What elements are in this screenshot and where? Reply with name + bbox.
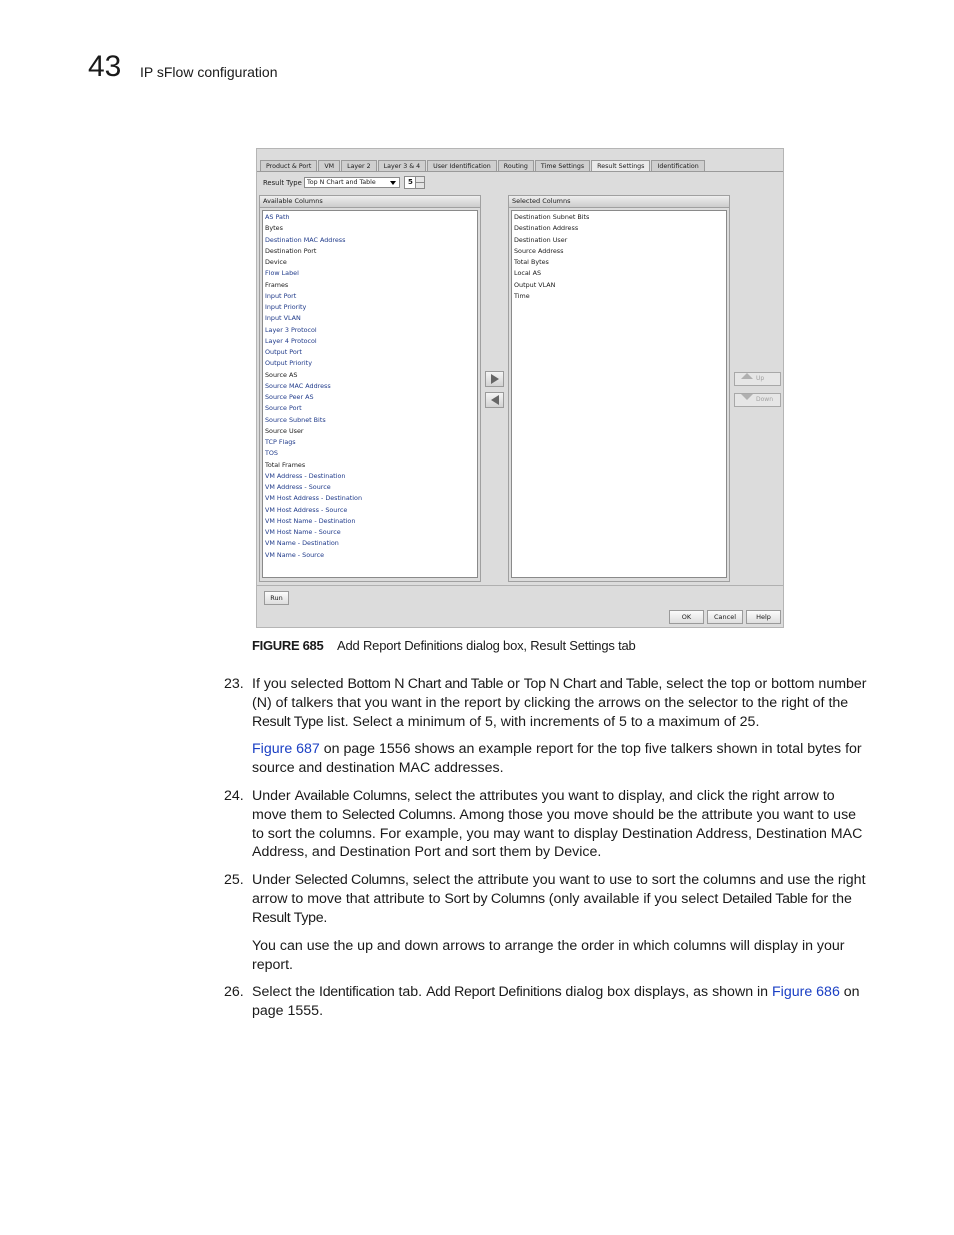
list-item[interactable]: Destination MAC Address xyxy=(265,235,346,244)
list-item[interactable]: Bytes xyxy=(265,224,283,233)
ui-term: Add Report Definitions xyxy=(426,984,562,1000)
selected-columns-list[interactable] xyxy=(511,210,727,578)
list-item[interactable]: VM Address - Source xyxy=(265,483,331,491)
text: dialog box displays, as shown in xyxy=(561,984,773,1000)
ui-term: Available Columns xyxy=(294,788,407,804)
list-item[interactable]: Flow Label xyxy=(265,269,299,278)
list-item[interactable]: VM Host Name - Destination xyxy=(265,516,356,525)
figure-687-link[interactable]: Figure 687 xyxy=(252,741,320,757)
list-item[interactable]: Layer 3 Protocol xyxy=(265,325,317,334)
ui-term: Bottom N Chart and Table xyxy=(347,676,504,692)
list-item[interactable]: VM Host Address - Destination xyxy=(265,494,362,503)
list-item[interactable]: VM Host Name - Source xyxy=(265,528,341,536)
text: tab. xyxy=(394,984,427,1000)
list-item[interactable]: VM Name - Source xyxy=(265,550,325,559)
list-item[interactable]: VM Host Address - Source xyxy=(265,505,348,514)
list-item[interactable]: Input Port xyxy=(265,291,297,300)
text: (only available if you select xyxy=(544,890,723,907)
arrow-down-icon xyxy=(741,394,753,400)
list-item[interactable]: Source Peer AS xyxy=(265,393,314,401)
tab-result-settings[interactable]: Result Settings xyxy=(591,160,650,172)
help-button[interactable]: Help xyxy=(746,610,781,624)
text: on page 1556 shows an example report for the top five talkers shown in total bytes for source and destination MAC addresses. xyxy=(252,741,862,776)
list-item[interactable]: Destination Subnet Bits xyxy=(514,213,590,221)
figure-caption xyxy=(252,638,636,653)
text: list. Select a minimum of 5, with increments of 5 to a maximum of 25. xyxy=(323,713,760,730)
list-item[interactable]: Source User xyxy=(265,426,304,435)
step-number: 24. xyxy=(224,788,244,804)
result-type-label: Result Type xyxy=(263,179,302,187)
list-item[interactable]: Source Port xyxy=(265,404,302,413)
available-columns-header: Available Columns xyxy=(260,196,480,208)
list-item[interactable]: Layer 4 Protocol xyxy=(265,336,317,345)
text: If you selected xyxy=(252,676,348,692)
list-item[interactable]: TOS xyxy=(265,449,278,458)
tab-layer-2[interactable]: Layer 2 xyxy=(341,160,377,171)
step-number: 25. xyxy=(224,872,244,888)
move-left-button[interactable] xyxy=(485,392,504,408)
ok-button[interactable]: OK xyxy=(669,610,704,624)
list-item[interactable]: Input Priority xyxy=(265,303,307,311)
text: for the xyxy=(807,890,852,907)
step-25-text xyxy=(252,871,870,927)
ui-term: Sort by Columns xyxy=(444,890,545,907)
ui-term: Top N Chart and Table xyxy=(523,676,659,692)
text: Under xyxy=(252,872,295,888)
list-item[interactable]: Destination User xyxy=(514,235,568,244)
list-item[interactable]: Local AS xyxy=(514,269,542,278)
list-item[interactable]: Source Address xyxy=(514,246,564,255)
tab-product-port[interactable]: Product & Port xyxy=(260,160,317,171)
selected-columns-header: Selected Columns xyxy=(509,196,729,208)
cancel-button[interactable]: Cancel xyxy=(707,610,743,624)
arrow-left-icon xyxy=(491,395,499,405)
top-n-spinner[interactable] xyxy=(404,176,425,189)
move-right-button[interactable] xyxy=(485,371,504,387)
result-type-value: Top N Chart and Table xyxy=(307,179,376,186)
list-item[interactable]: VM Address - Destination xyxy=(265,471,346,480)
chapter-title: IP sFlow configuration xyxy=(140,64,278,80)
chevron-down-icon xyxy=(390,181,396,185)
text: . xyxy=(323,909,328,926)
down-label: Down xyxy=(756,396,774,403)
up-label: Up xyxy=(756,375,765,382)
list-item[interactable]: Total Bytes xyxy=(514,258,549,266)
spinner-value: 5 xyxy=(408,178,413,186)
text: or xyxy=(503,676,524,692)
ui-term: Result Type xyxy=(252,713,324,730)
tab-identification[interactable]: Identification xyxy=(651,160,704,171)
move-up-button[interactable] xyxy=(734,372,781,386)
chapter-number: 43 xyxy=(88,50,122,83)
list-item[interactable]: Input VLAN xyxy=(265,314,301,323)
result-type-select[interactable] xyxy=(304,177,400,188)
spinner-arrows[interactable] xyxy=(415,177,424,188)
list-item[interactable]: Destination Port xyxy=(265,246,317,255)
list-item[interactable]: Output Port xyxy=(265,348,302,356)
text: Under xyxy=(252,788,295,804)
arrow-right-icon xyxy=(491,374,499,384)
figure-caption-text: Add Report Definitions dialog box, Result Settings tab xyxy=(337,638,636,653)
arrow-up-icon xyxy=(741,373,753,379)
ui-term: Selected Columns xyxy=(294,872,405,888)
text: , select the attribute you want to use to sort the columns and use the right arrow to move that attribute to xyxy=(252,872,866,907)
tab-user-identification[interactable]: User Identification xyxy=(427,160,497,171)
ui-term: Detailed Table xyxy=(722,890,808,907)
run-button[interactable]: Run xyxy=(264,591,289,605)
ui-term: Identification xyxy=(319,984,395,1000)
step-number: 23. xyxy=(224,676,244,692)
available-columns-list[interactable] xyxy=(262,210,478,578)
step-23-note xyxy=(252,740,870,778)
tab-layer-3-4[interactable]: Layer 3 & 4 xyxy=(378,160,426,171)
list-item[interactable]: VM Name - Destination xyxy=(265,539,339,548)
text: on page 1555. xyxy=(252,984,860,1019)
list-item[interactable]: Source MAC Address xyxy=(265,381,331,390)
list-item[interactable]: Total Frames xyxy=(265,460,306,469)
list-item[interactable]: Frames xyxy=(265,280,289,289)
list-item[interactable]: TCP Flags xyxy=(265,438,296,446)
list-item[interactable]: Time xyxy=(514,291,530,300)
list-item[interactable]: AS Path xyxy=(265,213,290,221)
list-item[interactable]: Output Priority xyxy=(265,359,312,368)
tab-vm[interactable]: VM xyxy=(318,160,340,171)
step-24-text xyxy=(252,787,870,862)
list-item[interactable]: Device xyxy=(265,258,287,266)
text: You can use the up and down arrows to arrange the order in which columns will display in your report. xyxy=(252,938,845,973)
step-number: 26. xyxy=(224,984,244,1000)
move-down-button[interactable] xyxy=(734,393,781,407)
step-23-text xyxy=(252,675,870,731)
add-report-definitions-dialog xyxy=(256,148,784,628)
list-item[interactable]: Output VLAN xyxy=(514,280,556,289)
selected-columns-panel xyxy=(508,195,730,582)
text: Select the xyxy=(252,984,320,1000)
ui-term: Result Type xyxy=(252,909,324,926)
list-item[interactable]: Source AS xyxy=(265,370,298,379)
tab-divider xyxy=(257,171,783,172)
available-columns-panel xyxy=(259,195,481,582)
tab-routing[interactable]: Routing xyxy=(498,160,534,171)
step-25-note xyxy=(252,937,870,975)
figure-number: FIGURE 685 xyxy=(252,638,324,653)
step-26-text xyxy=(252,983,870,1021)
text: . Among those you move should be the attribute you want to use to sort the columns. For example, you may want to display Destination Address, Destination MAC Address, and Destination Port and sort them by Device. xyxy=(252,806,863,861)
dialog-separator xyxy=(257,585,783,586)
list-item[interactable]: Destination Address xyxy=(514,224,579,233)
list-item[interactable]: Source Subnet Bits xyxy=(265,415,326,424)
figure-686-link[interactable]: Figure 686 xyxy=(772,984,840,1000)
ui-term: Selected Columns xyxy=(341,806,453,823)
tab-time-settings[interactable]: Time Settings xyxy=(535,160,590,171)
text: , select the top or bottom number (N) of talkers that you want in the report by clicking the arrows on the selector to the right of the xyxy=(252,676,867,711)
text: , select the attributes you want to display, and click the right arrow to move them to xyxy=(252,788,835,823)
